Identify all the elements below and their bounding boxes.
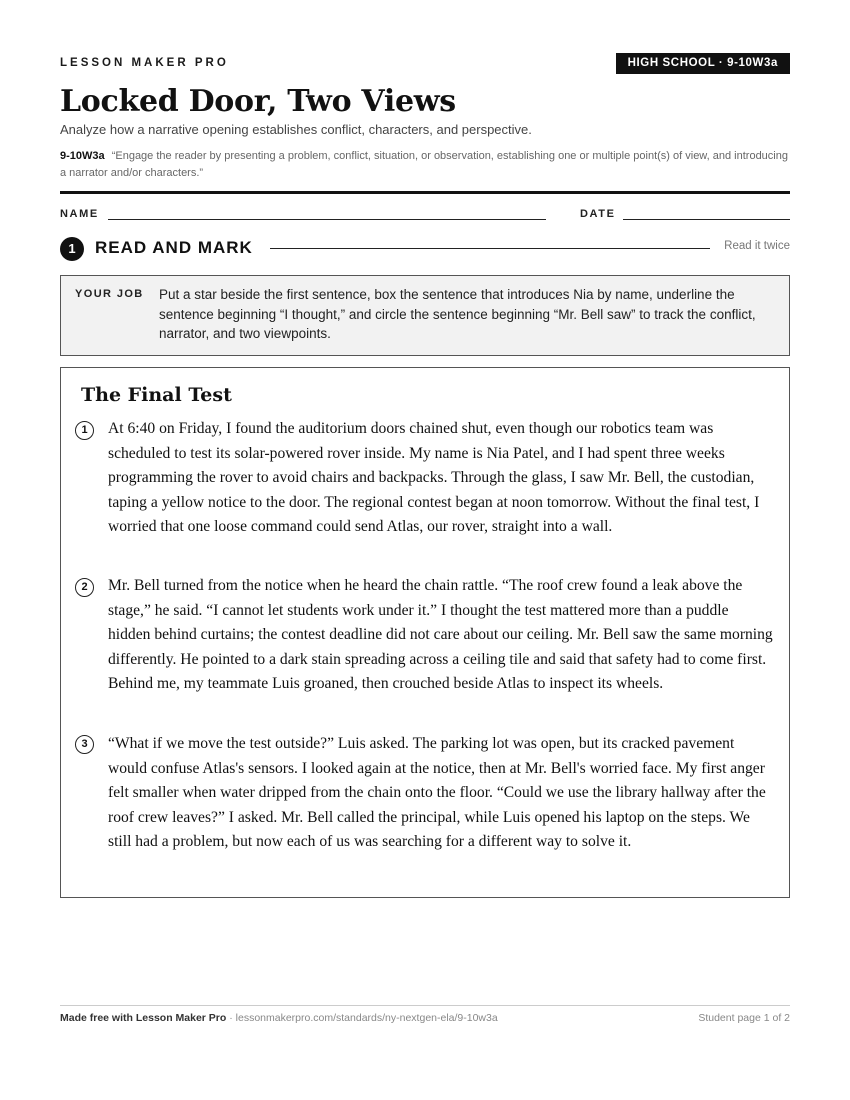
date-field-line[interactable] [623, 219, 790, 220]
worksheet-subtitle: Analyze how a narrative opening establishes conflict, characters, and perspective. [60, 122, 532, 137]
paragraph: At 6:40 on Friday, I found the auditorium doors chained shut, even though our robotics team was scheduled to test its solar-powered rover inside. My name is Nia Patel, and I had spent three weeks programming the rover to avoid chairs and backpacks. Through the glass, I saw Mr. Bell, the custodian, taping a yellow notice to the door. The regional contest began at noon tomorrow. Without the final test, I worried that one loose command could send Atlas, our rover, straight into a wall. [108, 420, 760, 535]
passage-title: The Final Test [81, 384, 232, 406]
standard-description [60, 148, 790, 182]
section-note: Read it twice [724, 240, 790, 252]
name-field-line[interactable] [108, 219, 546, 220]
paragraph-number: 3 [75, 735, 94, 754]
section-number-badge: 1 [60, 237, 84, 261]
instructions-text: Put a star beside the first sentence, box the sentence that introduces Nia by name, underline the sentence beginning “I thought,” and circle the sentence beginning “Mr. Bell saw” to track the conflict, narrator, and two viewpoints. [159, 287, 756, 341]
worksheet-title: Locked Door, Two Views [60, 84, 456, 119]
standard-code: 9-10W3a [60, 150, 105, 162]
reading-passage [60, 367, 790, 898]
page-indicator: Student page 1 of 2 [698, 1012, 790, 1024]
footer-link[interactable]: · lessonmakerpro.com/standards/ny-nextgen-ela/9-10w3a [226, 1012, 498, 1024]
paragraph-number: 1 [75, 421, 94, 440]
paragraph: Mr. Bell turned from the notice when he heard the chain rattle. “The roof crew found a leak above the stage,” he said. “I cannot let students work under it.” I thought the test mattered more than a puddle hidden behind curtains; the contest deadline did not care about our ceiling. Mr. Bell saw the same morning differently. He pointed to a dark stain spreading across a ceiling tile and said that safety had to come first. Behind me, my teammate Luis groaned, then crouched beside Atlas to inspect its wheels. [108, 577, 773, 692]
section-divider [270, 248, 710, 249]
name-label: NAME [60, 208, 99, 220]
grade-badge: HIGH SCHOOL · 9-10W3a [616, 53, 790, 74]
paragraph: “What if we move the test outside?” Luis asked. The parking lot was open, but its cracked pavement would confuse Atlas's sensors. I looked again at the notice, then at Mr. Bell's worried face. My first anger felt smaller when water dripped from the chain onto the floor. “Could we use the library hallway after the roof crew leaves?” I asked. Mr. Bell called the principal, while Luis opened his laptop on the steps. We still had a problem, but now each of us was searching for a different way to solve it. [108, 735, 766, 850]
instructions-box [60, 275, 790, 356]
footer-divider [60, 1005, 790, 1006]
section-title: READ AND MARK [95, 238, 253, 257]
worksheet-page [60, 0, 790, 1100]
footer-credit [60, 1012, 498, 1024]
brand-name: LESSON MAKER PRO [60, 57, 229, 69]
footer-made-with: Made free with Lesson Maker Pro [60, 1012, 227, 1024]
header-divider [60, 191, 790, 194]
paragraph-number: 2 [75, 578, 94, 597]
standard-text: “Engage the reader by presenting a problem, conflict, situation, or observation, establishing one or multiple point(s) of view, and introducing a narrator and/or characters.” [60, 150, 788, 179]
date-label: DATE [580, 208, 616, 220]
instructions-label: YOUR JOB [75, 288, 144, 300]
